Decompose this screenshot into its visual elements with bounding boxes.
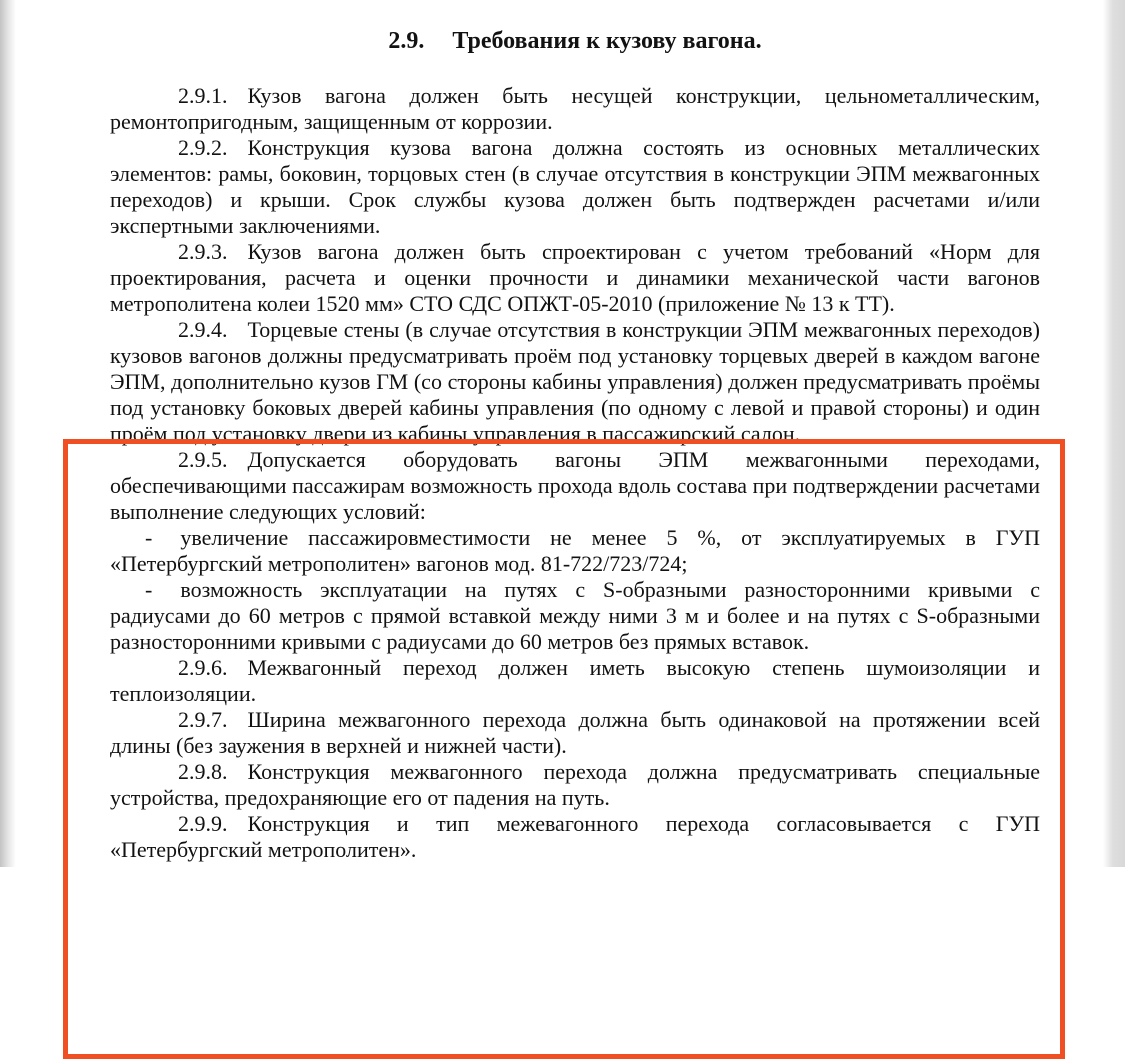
paragraph-text: увеличение пассажировместимости не менее 5 %, от эксплуатируемых в ГУП «Петербургский метрополитен» вагонов мод. 81-722/723/724; [110, 525, 1040, 576]
bullet-item-capacity [110, 525, 1040, 577]
paragraph-text: Кузов вагона должен быть несущей конструкции, цельнометаллическим, ремонтопригодным, защищенным от коррозии. [110, 83, 1040, 134]
paragraph-2-9-3 [110, 239, 1040, 317]
paragraph-number: 2.9.7. [178, 707, 228, 732]
document-page [110, 0, 1040, 863]
paragraph-text: Межвагонный переход должен иметь высокую степень шумоизоляции и теплоизоляции. [110, 655, 1040, 706]
paragraph-text: Кузов вагона должен быть спроектирован с учетом требований «Норм для проектирования, расчета и оценки прочности и динамики механической части вагонов метрополитена колеи 1520 мм» СТО СДС ОПЖТ-05-2010 (приложение № 13 к ТТ). [110, 239, 1040, 316]
paragraph-2-9-9 [110, 811, 1040, 863]
paragraph-2-9-1 [110, 83, 1040, 135]
section-heading-text: Требования к кузову вагона. [452, 28, 762, 54]
paragraph-number: 2.9.3. [178, 239, 228, 264]
paragraph-text: Ширина межвагонного перехода должна быть одинаковой на протяжении всей длины (без заужения в верхней и нижней части). [110, 707, 1040, 758]
paragraph-text: Торцевые стены (в случае отсутствия в конструкции ЭПМ межвагонных переходов) кузовов вагонов должны предусматривать проём под установку торцевых дверей в каждом вагоне ЭПМ, дополнительно кузов ГМ (со стороны кабины управления) должен предусматривать проёмы под установку боковых дверей кабины управления (по одному с левой и правой стороны) и один проём под установку двери из кабины управления в пассажирский салон. [110, 317, 1040, 446]
paragraph-2-9-2 [110, 135, 1040, 239]
paragraph-text: Допускается оборудовать вагоны ЭПМ межвагонными переходами, обеспечивающими пассажирам возможность прохода вдоль состава при подтверждении расчетами выполнение следующих условий: [110, 447, 1040, 524]
bullet-dash: - [145, 525, 153, 550]
section-heading [110, 26, 1040, 56]
paragraph-number: 2.9.4. [178, 317, 228, 342]
paragraph-2-9-5 [110, 447, 1040, 525]
paragraph-text: Конструкция и тип межевагонного перехода согласовывается с ГУП «Петербургский метрополитен». [110, 811, 1040, 862]
paragraph-2-9-4 [110, 317, 1040, 447]
paragraph-number: 2.9.2. [178, 135, 228, 160]
paragraph-text: Конструкция межвагонного перехода должна предусматривать специальные устройства, предохраняющие его от падения на путь. [110, 759, 1040, 810]
paragraph-number: 2.9.6. [178, 655, 228, 680]
paragraph-number: 2.9.1. [178, 83, 228, 108]
paragraph-2-9-7 [110, 707, 1040, 759]
window-left-edge [0, 0, 16, 867]
section-heading-number: 2.9. [388, 28, 425, 54]
paragraph-2-9-8 [110, 759, 1040, 811]
paragraph-2-9-6 [110, 655, 1040, 707]
paragraph-number: 2.9.9. [178, 811, 228, 836]
highlighted-region [110, 447, 1040, 863]
bullet-dash: - [145, 577, 153, 602]
paragraph-text: Конструкция кузова вагона должна состоять из основных металлических элементов: рамы, боковин, торцовых стен (в случае отсутствия в конструкции ЭПМ межвагонных переходов) и крыши. Срок службы кузова должен быть подтвержден расчетами и/или экспертными заключениями. [110, 135, 1040, 238]
paragraph-text: возможность эксплуатации на путях с S-образными разносторонними кривыми с радиусами до 60 метров с прямой вставкой между ними 3 м и более и на путях с S-образными разносторонними кривыми с радиусами до 60 метров без прямых вставок. [110, 577, 1040, 654]
paragraph-number: 2.9.8. [178, 759, 228, 784]
bullet-item-curves [110, 577, 1040, 655]
paragraph-number: 2.9.5. [178, 447, 228, 472]
window-right-edge [1103, 0, 1125, 867]
